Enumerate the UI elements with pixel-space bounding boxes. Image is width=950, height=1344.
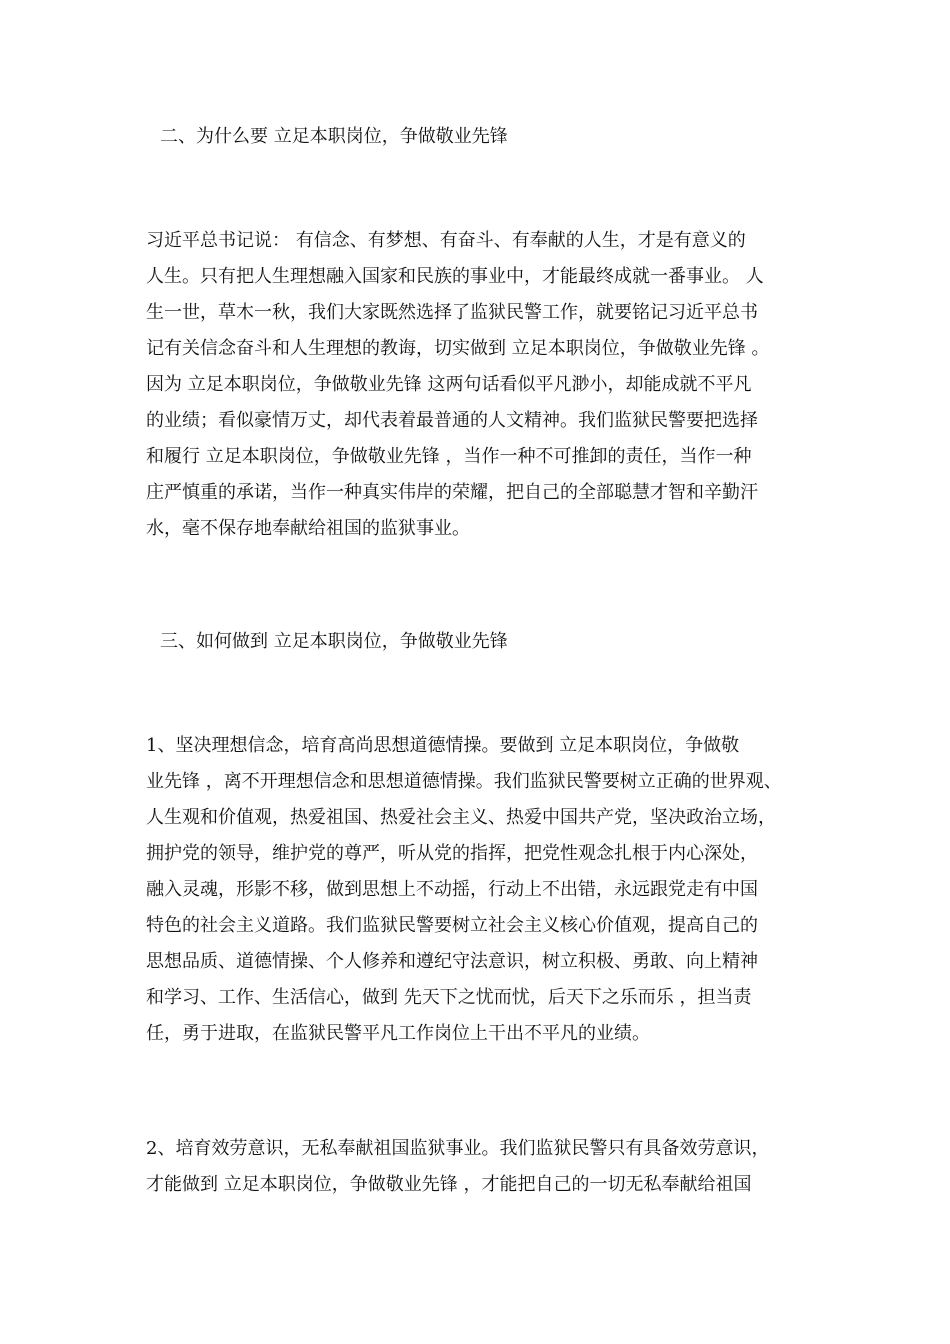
section-heading: 三、如何做到 立足本职岗位，争做敬业先锋 xyxy=(160,631,508,652)
paragraph-line: 2、培育效劳意识，无私奉献祖国监狱事业。我们监狱民警只有具备效劳意识， xyxy=(146,1138,770,1159)
paragraph-line: 任，勇于进取，在监狱民警平凡工作岗位上干出不平凡的业绩。 xyxy=(146,1023,650,1044)
paragraph-line: 记有关信念奋斗和人生理想的教诲，切实做到 立足本职岗位，争做敬业先锋 。 xyxy=(146,338,770,359)
paragraph-line: 才能做到 立足本职岗位，争做敬业先锋 ，才能把自己的一切无私奉献给祖国 xyxy=(146,1174,752,1195)
paragraph-line: 拥护党的领导，维护党的尊严，听从党的指挥，把党性观念扎根于内心深处， xyxy=(146,843,758,864)
paragraph-line: 水，毫不保存地奉献给祖国的监狱事业。 xyxy=(146,518,470,539)
paragraph-line: 业先锋 ，离不开理想信念和思想道德情操。我们监狱民警要树立正确的世界观、 xyxy=(146,771,782,792)
paragraph-line: 的业绩；看似豪情万丈，却代表着最普通的人文精神。我们监狱民警要把选择 xyxy=(146,410,758,431)
paragraph-line: 生一世，草木一秋，我们大家既然选择了监狱民警工作，就要铭记习近平总书 xyxy=(146,302,758,323)
paragraph-line: 1、坚决理想信念，培育高尚思想道德情操。要做到 立足本职岗位，争做敬 xyxy=(146,735,740,756)
paragraph-line: 和履行 立足本职岗位，争做敬业先锋 ，当作一种不可推卸的责任，当作一种 xyxy=(146,446,752,467)
paragraph-line: 人生观和价值观，热爱祖国、热爱社会主义、热爱中国共产党，坚决政治立场， xyxy=(146,807,776,828)
paragraph-line: 因为 立足本职岗位，争做敬业先锋 这两句话看似平凡渺小，却能成就不平凡 xyxy=(146,374,752,395)
paragraph-line: 思想品质、道德情操、个人修养和遵纪守法意识，树立积极、勇敢、向上精神 xyxy=(146,951,758,972)
paragraph-line: 特色的社会主义道路。我们监狱民警要树立社会主义核心价值观，提高自己的 xyxy=(146,915,758,936)
paragraph-line: 融入灵魂，形影不移，做到思想上不动摇，行动上不出错，永远跟党走有中国 xyxy=(146,879,758,900)
paragraph-line: 习近平总书记说： 有信念、有梦想、有奋斗、有奉献的人生，才是有意义的 xyxy=(146,230,746,251)
paragraph-line: 和学习、工作、生活信心，做到 先天下之忧而忧，后天下之乐而乐 ，担当责 xyxy=(146,987,752,1008)
paragraph-line: 庄严慎重的承诺，当作一种真实伟岸的荣耀，把自己的全部聪慧才智和辛勤汗 xyxy=(146,482,758,503)
paragraph-line: 人生。只有把人生理想融入国家和民族的事业中，才能最终成就一番事业。 人 xyxy=(146,266,764,287)
section-heading: 二、为什么要 立足本职岗位，争做敬业先锋 xyxy=(160,126,508,147)
